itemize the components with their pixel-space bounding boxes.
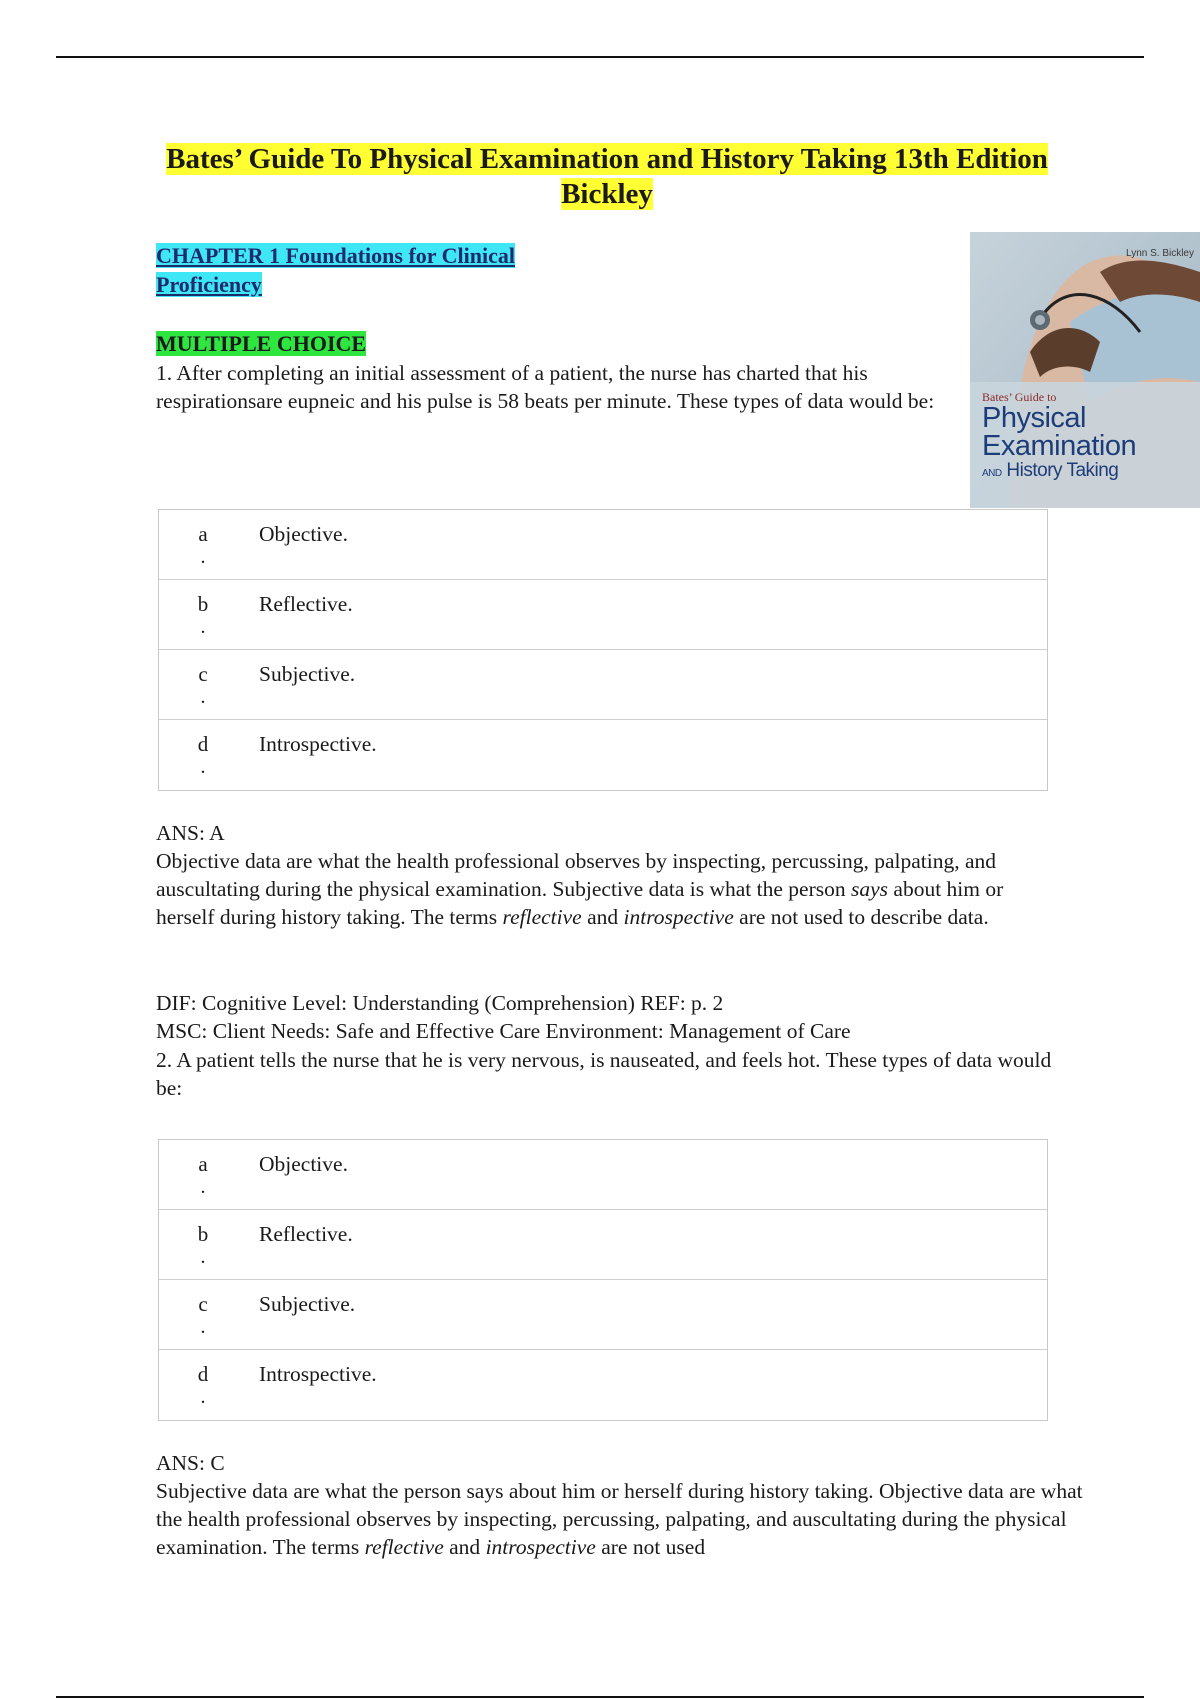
option-row (159, 720, 1047, 790)
option-dot: . (200, 1246, 206, 1268)
option-dot: . (200, 1386, 206, 1408)
option-text: Objective. (259, 1152, 348, 1176)
option-text: Reflective. (259, 592, 353, 616)
option-dot: . (200, 756, 206, 778)
option-text: Introspective. (259, 732, 377, 756)
option-dot: . (200, 686, 206, 708)
question-1-client-needs: MSC: Client Needs: Safe and Effective Care Environment: Management of Care (156, 1019, 851, 1043)
option-row (159, 1210, 1047, 1280)
option-letter: c (198, 1292, 208, 1316)
option-text: Subjective. (259, 662, 356, 686)
option-text: Subjective. (259, 1292, 356, 1316)
document-title: Bates’ Guide To Physical Examination and History Taking 13th Edition Bickley (166, 143, 1048, 210)
cover-subtitle: AND History Taking (982, 460, 1119, 481)
option-letter: a (198, 522, 208, 546)
top-rule (56, 56, 1144, 58)
chapter-heading-line1: CHAPTER 1 Foundations for Clinical (156, 243, 515, 268)
option-letter: d (197, 732, 209, 756)
option-row (159, 580, 1047, 650)
question-1-options (158, 509, 1048, 791)
question-1-text: 1. After completing an initial assessment of a patient, the nurse has charted that his respirationsare eupneic and his pulse is 58 beats per minute. These types of data would be: (156, 361, 935, 414)
option-letter: d (197, 1362, 209, 1386)
question-2-text: 2. A patient tells the nurse that he is very nervous, is nauseated, and feels hot. These types of data would be: (156, 1048, 1052, 1101)
option-dot: . (200, 1316, 206, 1338)
question-1-explanation: Objective data are what the health professional observes by inspecting, percussing, palpating, and auscultating during the physical examination. Subjective data is what the person says about him or herself during history taking. The terms reflective and introspective are not used to describe data. (156, 849, 1004, 930)
question-2-explanation: Subjective data are what the person says about him or herself during history taking. Objective data are what the health professional observes by inspecting, percussing, palpating, and auscultating during the physical examination. The terms reflective and introspective are not used (156, 1479, 1083, 1560)
book-cover-image (970, 232, 1200, 508)
question-1-answer: ANS: A (156, 821, 225, 845)
option-row (159, 1350, 1047, 1420)
option-row (159, 1140, 1047, 1210)
option-text: Objective. (259, 522, 348, 546)
question-1-difficulty: DIF: Cognitive Level: Understanding (Comprehension) REF: p. 2 (156, 991, 724, 1015)
cover-title-line2: Examination (982, 430, 1137, 462)
option-row (159, 510, 1047, 580)
cover-small-title: Bates’ Guide to (982, 390, 1057, 404)
chapter-heading (156, 241, 515, 299)
option-letter: b (197, 592, 209, 616)
option-letter: b (197, 1222, 209, 1246)
option-row (159, 1280, 1047, 1350)
option-dot: . (200, 546, 206, 568)
section-heading: MULTIPLE CHOICE (156, 331, 367, 356)
option-text: Reflective. (259, 1222, 353, 1246)
bottom-rule (56, 1696, 1144, 1698)
question-2-answer: ANS: C (156, 1451, 225, 1475)
chapter-heading-line2: Proficiency (156, 272, 262, 297)
option-dot: . (200, 616, 206, 638)
cover-title-line1: Physical (982, 402, 1086, 434)
option-row (159, 650, 1047, 720)
cover-author: Lynn S. Bickley (1126, 248, 1194, 259)
option-text: Introspective. (259, 1362, 377, 1386)
question-2-options (158, 1139, 1048, 1421)
option-dot: . (200, 1176, 206, 1198)
option-letter: a (198, 1152, 208, 1176)
option-letter: c (198, 662, 208, 686)
